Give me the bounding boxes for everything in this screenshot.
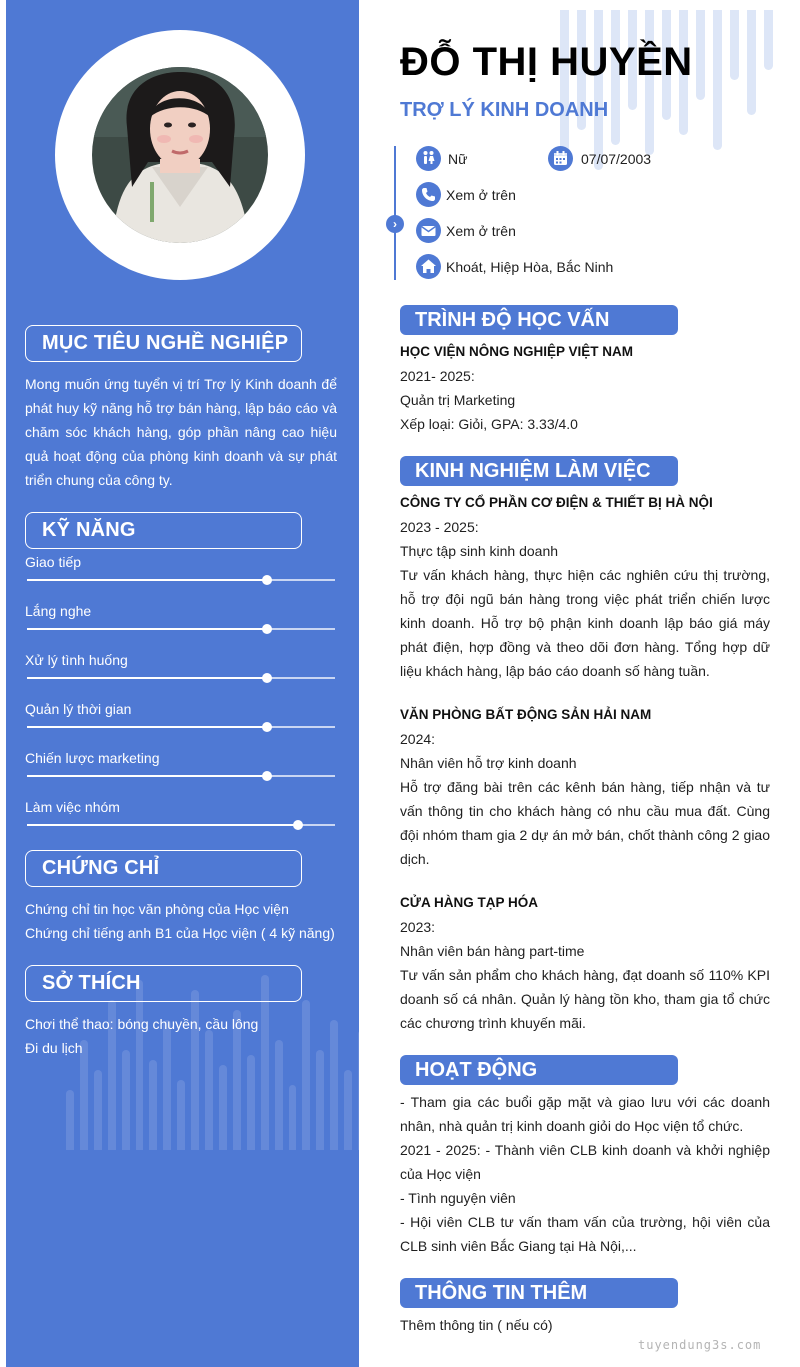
decor-bar [696,10,705,100]
skill-item [25,700,335,740]
candidate-name: ĐỖ THỊ HUYỀN [400,40,693,84]
education-heading: TRÌNH ĐỘ HỌC VẤN [400,305,678,335]
skill-label: Chiến lược marketing [25,750,160,766]
job-company: CỬA HÀNG TẠP HÓA [400,895,538,910]
activity-item: - Tham gia các buổi gặp mặt và giao lưu với các doanh nhân, nhà quản trị kinh doanh giỏi do Học viện tổ chức. [400,1094,770,1134]
decor-bar [764,10,773,70]
avatar [92,67,268,243]
job-period: 2023: [400,919,436,935]
extra-info-heading: THÔNG TIN THÊM [400,1278,678,1308]
skill-level-bar [27,726,335,728]
watermark: tuyendung3s.com [638,1338,762,1352]
skill-level-fill [27,775,267,777]
decor-bar [149,1060,157,1150]
activity-item: - Tình nguyện viên [400,1190,516,1206]
calendar-icon [548,146,573,171]
decor-bar [316,1050,324,1150]
skill-level-knob [262,771,272,781]
decor-bar [594,10,603,170]
skill-item [25,602,335,642]
job-description: Tư vấn sản phẩm cho khách hàng, đạt doanh số 110% KPI doanh số cá nhân. Quản lý hàng tồn kho, tham gia tổ chức các chương trình khuyến mãi. [400,967,770,1031]
skill-label: Quản lý thời gian [25,701,132,717]
decor-bar [358,1030,359,1150]
skill-level-bar [27,775,335,777]
certificate-item: Chứng chỉ tin học văn phòng của Học viện [25,901,289,917]
decor-bar [747,10,756,115]
job-role: Nhân viên bán hàng part-time [400,943,585,959]
decor-bar [713,10,722,150]
education-grade: Xếp loại: Giỏi, GPA: 3.33/4.0 [400,416,578,432]
dob-value: 07/07/2003 [581,151,652,167]
skill-level-bar [27,824,335,826]
contact-divider [394,146,396,280]
job-title: TRỢ LÝ KINH DOANH [400,99,609,121]
decor-bar [136,980,144,1150]
skill-level-bar [27,677,335,679]
decor-bar [66,1090,74,1150]
email-value: Xem ở trên [446,223,516,239]
extra-info-text: Thêm thông tin ( nếu có) [400,1317,553,1333]
job-company: VĂN PHÒNG BẤT ĐỘNG SẢN HẢI NAM [400,707,652,722]
activities-list [400,1090,770,1258]
skill-label: Làm việc nhóm [25,799,120,815]
decorative-bars-top [560,10,775,170]
decor-bar [730,10,739,80]
skill-level-knob [293,820,303,830]
gender-icon [416,146,441,171]
skill-level-fill [27,726,267,728]
skill-level-fill [27,628,267,630]
certificates-list [25,897,355,945]
job-role: Nhân viên hỗ trợ kinh doanh [400,755,577,771]
skill-item [25,651,335,691]
skill-label: Lắng nghe [25,603,92,619]
decor-bar [289,1085,297,1150]
job-period: 2023 - 2025: [400,519,479,535]
education-major: Quản trị Marketing [400,392,516,408]
skill-level-fill [27,824,298,826]
objective-text: Mong muốn ứng tuyển vị trí Trợ lý Kinh doanh để phát huy kỹ năng hỗ trợ bán hàng, lập báo cáo và chăm sóc khách hàng, góp phần nâng cao hiệu quả hoạt động của phòng kinh doanh và sự phát triển chung của công ty. [25,376,337,488]
activity-item: 2021 - 2025: - Thành viên CLB kinh doanh và khởi nghiệp của Học viện [400,1142,770,1182]
skill-level-fill [27,579,267,581]
decor-bar [94,1070,102,1150]
decor-bar [247,1055,255,1150]
activities-heading: HOẠT ĐỘNG [400,1055,678,1085]
certificates-heading: CHỨNG CHỈ [25,850,302,887]
job-period: 2024: [400,731,436,747]
skills-heading: KỸ NĂNG [25,512,302,549]
job-company: CÔNG TY CỔ PHẦN CƠ ĐIỆN & THIẾT BỊ HÀ NỘI [400,495,713,510]
address-value: Khoát, Hiệp Hòa, Bắc Ninh [446,259,614,275]
home-icon [416,254,441,279]
decor-bar [560,10,569,160]
skill-level-bar [27,579,335,581]
experience-heading: KINH NGHIỆM LÀM VIỆC [400,456,678,486]
email-icon [416,218,441,243]
hobby-item: Chơi thể thao: bóng chuyền, cầu lông [25,1016,259,1032]
activity-item: - Hội viên CLB tư vấn tham vấn của trường, hội viên của CLB sinh viên Bắc Giang tại Hà Nội,... [400,1214,770,1254]
chevron-right-icon: › [386,215,404,233]
phone-icon [416,182,441,207]
skill-level-bar [27,628,335,630]
decor-bar [219,1065,227,1150]
hobby-item: Đi du lịch [25,1040,83,1056]
decor-bar [177,1080,185,1150]
avatar-frame [55,30,305,280]
job-description: Tư vấn khách hàng, thực hiện các nghiên cứu thị trường, hỗ trợ đội ngũ bán hàng trong việc phát triển chiến lược kinh doanh. Hỗ trợ bộ phận kinh doanh lập báo giá máy phát điện, hợp đồng và theo dõi đơn hàng. Tổng hợp dữ liệu khách hàng, lập báo cáo doanh số hàng tuần. [400,567,770,679]
skill-label: Xử lý tình huống [25,652,128,668]
skill-level-knob [262,575,272,585]
job-role: Thực tập sinh kinh doanh [400,543,559,559]
sidebar [6,0,359,1367]
hobbies-heading: SỞ THÍCH [25,965,302,1002]
objective-heading: MỤC TIÊU NGHỀ NGHIỆP [25,325,302,362]
skill-level-knob [262,722,272,732]
decor-bar [344,1070,352,1150]
profile-photo [92,67,268,243]
gender-value: Nữ [448,151,468,167]
skill-item [25,553,335,593]
decor-bar [122,1050,130,1150]
phone-value: Xem ở trên [446,187,516,203]
skill-item [25,749,335,789]
skill-label: Giao tiếp [25,554,82,570]
job-description: Hỗ trợ đăng bài trên các kênh bán hàng, tiếp nhận và tư vấn thông tin cho khách hàng có nhu cầu mua đất. Cùng đội nhóm tham gia 2 dự án mở bán, chốt thành công 2 giao dịch. [400,779,770,867]
skill-level-knob [262,624,272,634]
skill-item [25,798,335,838]
hobbies-list [25,1012,355,1060]
skill-level-fill [27,677,267,679]
education-period: 2021- 2025: [400,368,475,384]
certificate-item: Chứng chỉ tiếng anh B1 của Học viện ( 4 kỹ năng) [25,925,335,941]
school-name: HỌC VIỆN NÔNG NGHIỆP VIỆT NAM [400,344,634,359]
skill-level-knob [262,673,272,683]
